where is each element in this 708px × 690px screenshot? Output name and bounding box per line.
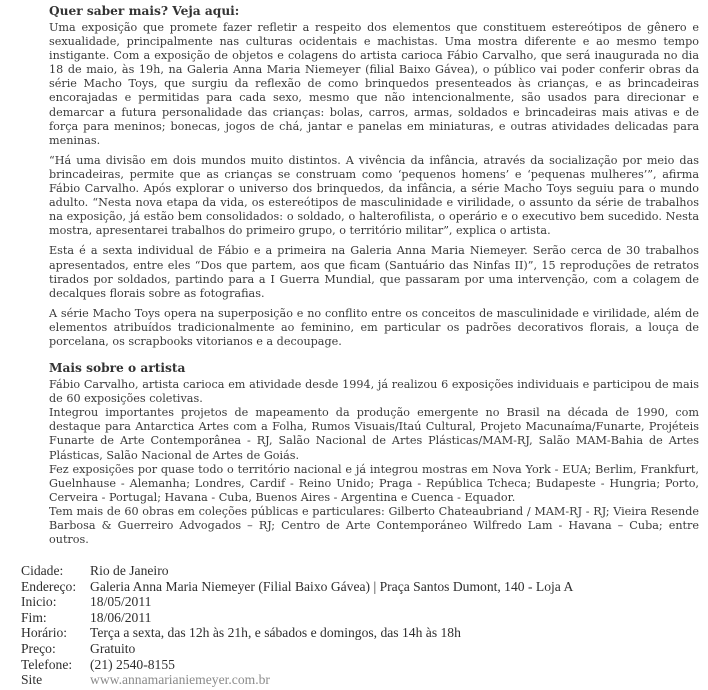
info-label: Horário: <box>21 625 68 641</box>
info-value-phone: (21) 2540-8155 <box>90 656 175 672</box>
info-value-end: 18/06/2011 <box>90 609 152 625</box>
info-label: Telefone: <box>21 656 73 672</box>
info-row-end <box>21 610 701 626</box>
info-row-address <box>21 579 701 595</box>
info-label: Cidade: <box>21 563 64 578</box>
website-link[interactable]: www.annamarianiemeyer.com.br <box>90 672 270 688</box>
info-label: Fim: <box>21 609 47 625</box>
info-row-site <box>21 672 701 688</box>
paragraph: A série Macho Toys opera na superposição e no conflito entre os conceitos de masculinidade e virilidade, além de elementos atribuídos tradicionalmente ao feminino, em particular os padrões decorativos florais, a louça de porcelana, os scrapbooks vitorianos e a decoupage. <box>49 306 699 348</box>
info-value-hours: Terça a sexta, das 12h às 21h, e sábados e domingos, das 14h às 18h <box>90 625 461 641</box>
info-value-start: 18/05/2011 <box>90 594 152 610</box>
info-value-city: Rio de Janeiro <box>90 563 169 578</box>
info-label: Preço: <box>21 640 56 656</box>
paragraph: Esta é a sexta individual de Fábio e a primeira na Galeria Anna Maria Niemeyer. Serão cerca de 30 trabalhos apresentados, entre eles “Dos que partem, aos que ficam (Santuário das Ninfas II)”, 15 reproduções de retratos tirados por soldados, partindo para a I Guerra Mundial, que passaram por uma intervenção, com a colagem de decalques florais sobre as fotografias. <box>49 244 699 300</box>
info-row-price <box>21 641 701 657</box>
paragraph: Fez exposições por quase todo o território nacional e já integrou mostras em Nova York - EUA; Berlim, Frankfurt, Guelnhause - Alemanha; Londres, Cardif - Reino Unido; Praga - República Tcheca; Budapeste - Hungria; Porto, Cerveira - Portugal; Havana - Cuba, Buenos Aires - Argentina e Cuenca - Equador. <box>49 462 699 504</box>
info-row-start <box>21 594 701 610</box>
paragraph: Uma exposição que promete fazer refletir a respeito dos elementos que constituem estereótipos de gênero e sexualidade, principalmente nas culturas ocidentais e machistas. Uma mostra diferente e ao mesmo tempo instigante. Com a exposição de objetos e colagens do artista carioca Fábio Carvalho, que será inaugurada no dia 18 de maio, às 19h, na Galeria Anna Maria Niemeyer (filial Baixo Gávea), o público vai poder conferir obras da série Macho Toys, que surgiu da reflexão de como brinquedos presenteados às crianças, e as brincadeiras encorajadas e permitidas para cada sexo, mesmo que não intencionalmente, são usados para direcionar e demarcar a futura personalidade das crianças: bolas, carros, armas, soldados e brincadeiras mais ativas e de força para meninos; bonecas, jogos de chá, jantar e panelas em miniaturas, e outras atividades delicadas para meninas. <box>49 21 699 147</box>
paragraph: Fábio Carvalho, artista carioca em atividade desde 1994, já realizou 6 exposições individuais e participou de mais de 60 exposições coletivas. <box>49 378 699 406</box>
section-heading-more: Quer saber mais? Veja aqui: <box>49 4 240 18</box>
paragraph: “Há uma divisão em dois mundos muito distintos. A vivência da infância, através da socialização por meio das brincadeiras, permite que as crianças se construam como ‘pequenos homens’ e ‘pequenas mulheres’”, afirma Fábio Carvalho. Após explorar o universo dos brinquedos, da infância, a série Macho Toys seguiu para o mundo adulto. “Nesta nova etapa da vida, os estereótipos de masculinidade e virilidade, o assunto da série de trabalhos na exposição, já estão bem consolidados: o soldado, o halterofilista, o operário e o executivo bem sucedido. Nesta mostra, apresentarei trabalhos do primeiro grupo, o território militar”, explica o artista. <box>49 153 699 238</box>
section-heading-artist: Mais sobre o artista <box>49 361 186 376</box>
info-value-price: Gratuito <box>90 640 136 656</box>
info-value-address: Galeria Anna Maria Niemeyer (Filial Baixo Gávea) | Praça Santos Dumont, 140 - Loja A <box>90 578 574 594</box>
info-row-hours <box>21 625 701 641</box>
info-label: Site <box>21 672 43 688</box>
info-label: Endereço: <box>21 578 77 594</box>
paragraph: Tem mais de 60 obras em coleções públicas e particulares: Gilberto Chateaubriand / MAM-RJ - RJ; Vieira Resende Barbosa & Guerreiro Advogados – RJ; Centro de Arte Contemporáneo Wilfredo Lam - Havana – Cuba; entre outros. <box>49 504 699 547</box>
info-row-phone <box>21 657 701 673</box>
paragraph: Integrou importantes projetos de mapeamento da produção emergente no Brasil na década de 1990, com destaque para Antarctica Artes com a Folha, Rumos Visuais/Itaú Cultural, Projeto Macunaíma/Funarte, Projéteis Funarte de Arte Contemporânea - RJ, Salão Nacional de Artes Plásticas/MAM-RJ, Salão MAM-Bahia de Artes Plásticas, Salão Nacional de Artes de Goiás. <box>49 406 699 462</box>
article <box>49 4 699 547</box>
event-info <box>21 563 701 688</box>
info-label: Inicio: <box>21 594 57 610</box>
info-row-city <box>21 563 701 579</box>
